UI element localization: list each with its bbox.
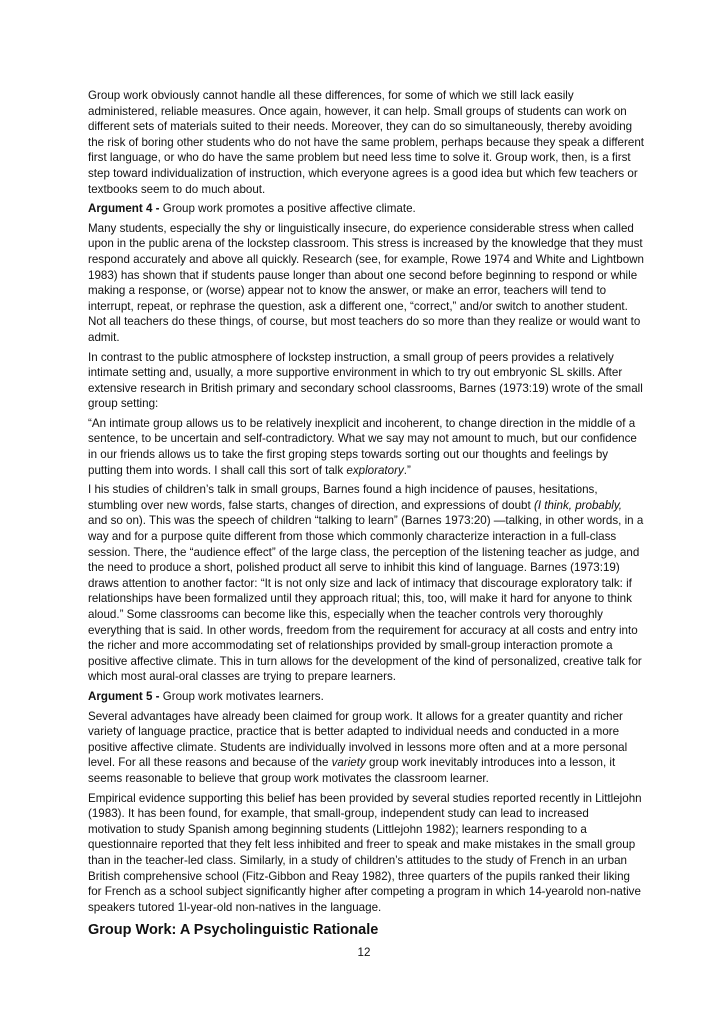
body-paragraph (88, 482, 644, 685)
body-paragraph (88, 221, 644, 346)
paragraph-text: Group work motivates learners. (162, 689, 324, 703)
emphasized-text: (I think, probably, (533, 498, 623, 512)
emphasized-text: variety (331, 756, 366, 770)
paragraph-text: group work inevitably introduces into a lesson, it seems reasonable to believe that group work motivates the classroom learner. (88, 756, 616, 785)
body-paragraph (88, 791, 644, 916)
argument-label: Argument 4 - (88, 202, 163, 216)
argument-paragraph (88, 689, 644, 705)
emphasized-text: exploratory (346, 463, 404, 477)
paragraph-text: .” (403, 463, 411, 477)
argument-paragraph (88, 201, 644, 217)
body-paragraph (88, 88, 644, 197)
paragraph-text: Group work obviously cannot handle all these differences, for some of which we still lack easily administered, reliable measures. Once again, however, it can help. Small groups of students can work on different sets of materials suited to their needs. Moreover, they can do so simultaneously, thereby avoiding the risk of boring other students who do not have the same problem, perhaps because they speak a different first language, or who do have the same problem but need less time to solve it. Group work, then, is a first step toward individualization of instruction, which everyone agrees is a good idea but which few teachers or textbooks seem to do much about. (88, 89, 644, 196)
paragraph-text: Group work promotes a positive affective climate. (162, 202, 416, 216)
paragraph-text: and so on). This was the speech of children “talking to learn” (Barnes 1973:20) —talking, in other words, in a way and for a purpose quite different from those which commonly characterize interaction in a full-class session. There, the “audience effect” of the large class, the perception of the listening teacher as judge, and the need to produce a short, polished product all serve to inhibit this kind of language. Barnes (1973:19) draws attention to another factor: “It is not only size and lack of intimacy that discourage exploratory talk: if relationships have been formalized until they approach ritual; this, too, will make it hard for anyone to think aloud.” Some classrooms can become like this, especially when the teacher controls very thoroughly everything that is said. In other words, freedom from the requirement for accuracy at all costs and entry into the richer and more accommodating set of relationships provided by small-group interaction promote a positive affective climate. This in turn allows for the development of the kind of personalized, creative talk for which most aural-oral classes are trying to prepare learners. (88, 514, 644, 684)
paragraph-text: Empirical evidence supporting this belief has been provided by several studies reported recently in Littlejohn (1983). It has been found, for example, that small-group, independent study can lead to increased motivation to study Spanish among beginning students (Littlejohn 1982); learners responding to a questionnaire reported that they felt less inhibited and freer to speak and make mistakes in the small group than in the teacher-led class. Similarly, in a study of children’s attitudes to the study of French in an urban British comprehensive school (Fitz-Gibbon and Reay 1982), three quarters of the pupils ranked their liking for French as a school subject significantly higher after competing a program in which 14-yearold non-native speakers tutored 1l-year-old non-natives in the language. (88, 791, 642, 914)
body-paragraph (88, 709, 644, 787)
paragraph-text: Several advantages have already been claimed for group work. It allows for a greater quantity and richer variety of language practice, practice that is better adapted to individual needs and conducted in a more positive affective climate. Students are individually involved in lessons more often and at a more personal level. For all these reasons and because of the (88, 709, 628, 770)
paragraph-text: In contrast to the public atmosphere of lockstep instruction, a small group of peers provides a relatively intimate setting and, usually, a more supportive environment in which to try out embryonic SL skills. After extensive research in British primary and secondary school classrooms, Barnes (1973:19) wrote of the small group setting: (88, 350, 643, 411)
paragraph-text: “An intimate group allows us to be relatively inexplicit and incoherent, to change direction in the middle of a sentence, to be uncertain and self-contradictory. What we say may not amount to much, but our confidence in our friends allows us to take the first groping steps towards sorting out our thoughts and feelings by putting them into words. I shall call this sort of talk (88, 416, 637, 477)
paragraph-text: I his studies of children’s talk in small groups, Barnes found a high incidence of pauses, hesitations, stumbling over new words, false starts, changes of direction, and expressions of doubt (88, 483, 598, 512)
page-number: 12 (357, 946, 371, 959)
argument-label: Argument 5 - (88, 689, 163, 703)
quote-paragraph (88, 416, 644, 478)
paragraph-text: Many students, especially the shy or linguistically insecure, do experience considerable stress when called upon in the public arena of the lockstep classroom. This stress is increased by the knowledge that they must respond accurately and above all quickly. Research (see, for example, Rowe 1974 and White and Lightbown 1983) has shown that if students pause longer than about one second before beginning to respond or while making a response, or (worse) appear not to know the answer, or make an error, teachers will tend to interrupt, repeat, or rephrase the question, ask a different one, “correct,” and/or switch to another student. Not all teachers do these things, of course, but most teachers do so more than they realize or would want to admit. (88, 221, 644, 344)
paragraph-list (88, 88, 644, 915)
section-heading: Group Work: A Psycholinguistic Rationale (88, 922, 379, 939)
body-paragraph (88, 350, 644, 412)
document-body (88, 88, 644, 939)
